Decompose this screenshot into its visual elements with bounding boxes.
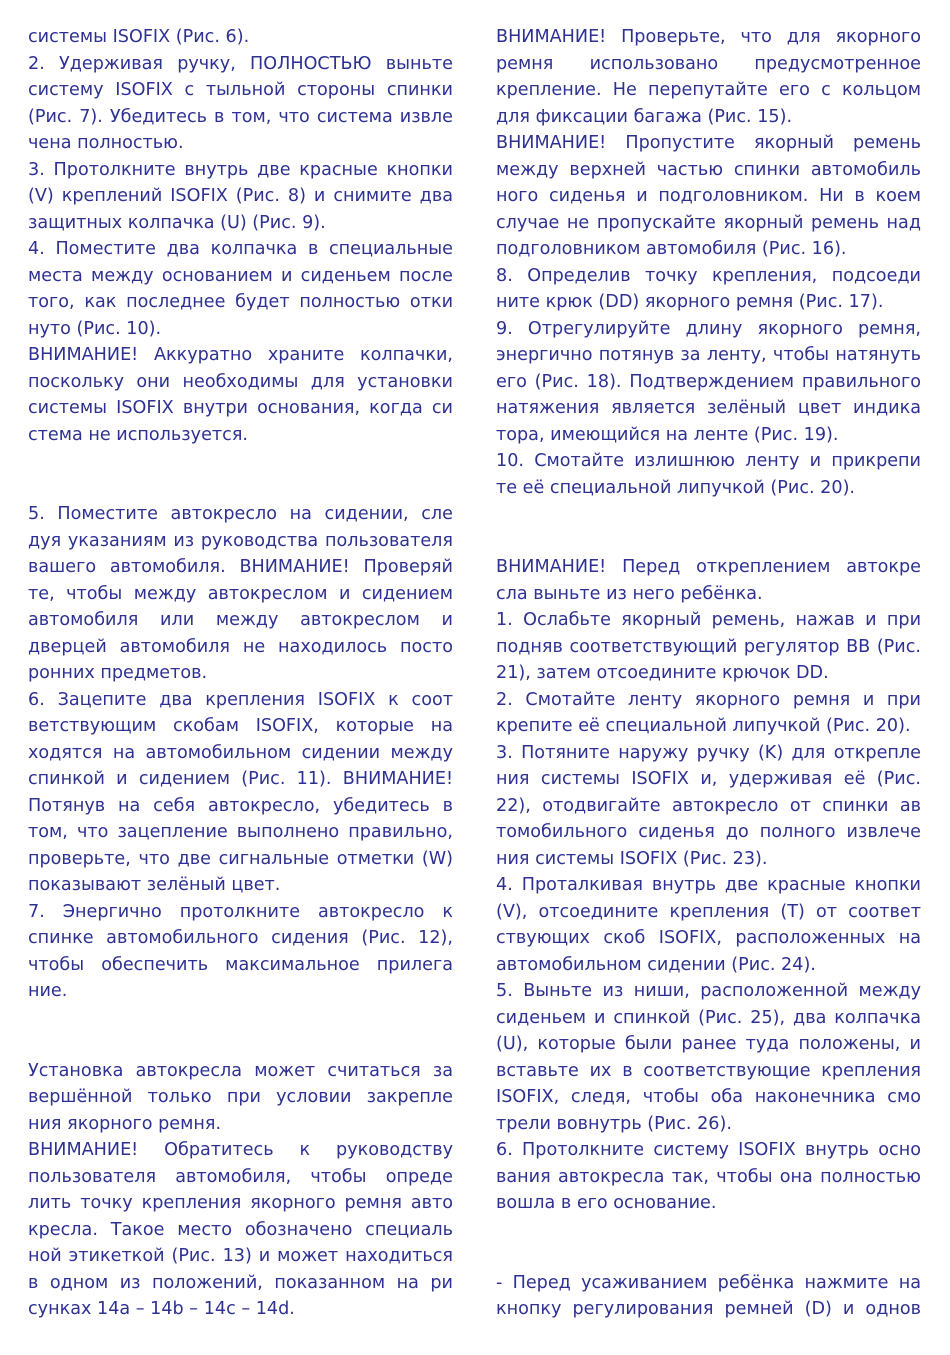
right-column-line: те её специальной липучкой (Рис. 20).: [496, 477, 856, 498]
right-column-line: автомобильном сидении (Рис. 24).: [496, 954, 816, 975]
right-column-line: ремня использовано предусмотренное: [496, 53, 921, 74]
left-column-line: те, чтобы между автокреслом и сидением: [28, 583, 453, 604]
left-column-line: Установка автокресла может считаться за: [28, 1060, 453, 1081]
right-column-line: 3. Потяните наружу ручку (K) для открепле: [496, 742, 921, 763]
right-column-line: ния системы ISOFIX (Рис. 23).: [496, 848, 768, 869]
left-column-line: дверцей автомобиля не находилось посто: [28, 636, 453, 657]
right-column-line: ните крюк (DD) якорного ремня (Рис. 17).: [496, 292, 884, 312]
section-gap: [496, 1217, 921, 1270]
section-gap: [496, 501, 921, 554]
right-column-line: ния системы ISOFIX и, удерживая её (Рис.: [496, 769, 921, 789]
left-column-line: спинке автомобильного сидения (Рис. 12),: [28, 928, 453, 948]
right-column-line: - Перед усаживанием ребёнка нажмите на: [496, 1272, 921, 1293]
left-column-line: ветствующим скобам ISOFIX, которые на: [28, 716, 453, 736]
left-column-line: 2. Удерживая ручку, ПОЛНОСТЬЮ выньте: [28, 53, 453, 74]
left-column-line: (V) креплений ISOFIX (Рис. 8) и снимите два: [28, 186, 453, 206]
left-column-line: лить точку крепления якорного ремня авто: [28, 1193, 453, 1213]
left-column-line: ВНИМАНИЕ! Аккуратно храните колпачки,: [28, 345, 453, 365]
right-column-line: 8. Определив точку крепления, подсоеди: [496, 265, 921, 286]
right-column-line: сла выньте из него ребёнка.: [496, 583, 763, 604]
right-column-line: крепление. Не перепутайте его с кольцом: [496, 80, 921, 100]
left-column-line: (Рис. 7). Убедитесь в том, что система извле: [28, 106, 453, 127]
section-gap: [28, 1005, 453, 1058]
left-column-line: ронних предметов.: [28, 663, 208, 683]
left-column-line: 7. Энергично протолкните автокресло к: [28, 901, 453, 922]
left-column-line: кресла. Такое место обозначено специаль: [28, 1219, 453, 1240]
right-column-line: ISOFIX, следя, чтобы оба наконечника смо: [496, 1087, 921, 1107]
left-column-line: 6. Зацепите два крепления ISOFIX к соот: [28, 689, 453, 710]
right-column-line: ВНИМАНИЕ! Пропустите якорный ремень: [496, 133, 921, 153]
right-column-line: 2. Смотайте ленту якорного ремня и при: [496, 689, 921, 710]
right-column-line: ВНИМАНИЕ! Проверьте, что для якорного: [496, 27, 921, 47]
left-column-line: проверьте, что две сигнальные отметки (W): [28, 848, 453, 869]
right-column-line: ного сиденья и подголовником. Ни в коем: [496, 186, 921, 206]
right-column-line: подголовником автомобиля (Рис. 16).: [496, 239, 847, 259]
left-column-line: нуто (Рис. 10).: [28, 318, 162, 339]
right-column-line: 22), отодвигайте автокресло от спинки ав: [496, 795, 921, 816]
right-column-line: 6. Протолкните систему ISOFIX внутрь осно: [496, 1140, 921, 1160]
left-column-line: места между основанием и сиденьем после: [28, 265, 453, 286]
right-column-line: ВНИМАНИЕ! Перед откреплением автокре: [496, 557, 921, 577]
left-column-line: чена полностью.: [28, 133, 184, 153]
right-column-line: 21), затем отсоедините крючок DD.: [496, 663, 829, 683]
right-column-line: подняв соответствующий регулятор BB (Рис.: [496, 636, 921, 657]
left-column-line: 3. Протолкните внутрь две красные кнопки: [28, 159, 453, 180]
right-column-line: для фиксации багажа (Рис. 15).: [496, 106, 793, 127]
left-section-anchor-strap: [28, 1058, 453, 1323]
right-column-line: вошла в его основание.: [496, 1193, 717, 1213]
section-gap: [28, 448, 453, 501]
left-column-line: 5. Поместите автокресло на сидении, сле: [28, 504, 453, 524]
right-column-line: натяжения является зелёный цвет индика: [496, 398, 921, 418]
right-column-line: ствующих скоб ISOFIX, расположенных на: [496, 928, 921, 948]
right-column-line: крепите её специальной липучкой (Рис. 20).: [496, 716, 911, 736]
left-column-line: систему ISOFIX с тыльной стороны спинки: [28, 80, 453, 100]
left-column-line: пользователя автомобиля, чтобы опреде: [28, 1166, 453, 1187]
right-column-line: (V), отсоедините крепления (T) от соответ: [496, 901, 921, 922]
left-column-line: 4. Поместите два колпачка в специальные: [28, 239, 453, 259]
left-column-line: ние.: [28, 981, 68, 1001]
left-section-seat-placement: [28, 501, 453, 1005]
right-column-line: сиденьем и спинкой (Рис. 25), два колпачка: [496, 1007, 921, 1028]
left-column-line: дуя указаниям из руководства пользователя: [28, 530, 453, 551]
left-column-line: спинкой и сидением (Рис. 11). ВНИМАНИЕ!: [28, 769, 453, 789]
right-column: [496, 24, 921, 1323]
left-column-line: ВНИМАНИЕ! Обратитесь к руководству: [28, 1140, 453, 1160]
left-column-line: поскольку они необходимы для установки: [28, 371, 453, 392]
right-column-line: 9. Отрегулируйте длину якорного ремня,: [496, 318, 921, 339]
left-column-line: защитных колпачка (U) (Рис. 9).: [28, 212, 326, 233]
right-column-line: его (Рис. 18). Подтверждением правильного: [496, 371, 921, 392]
left-column-line: ния якорного ремня.: [28, 1113, 222, 1134]
right-section-anchor-strap-warnings: [496, 24, 921, 501]
right-section-child-seating: [496, 1270, 921, 1323]
left-column-line: том, что зацепление выполнено правильно,: [28, 822, 453, 842]
left-column-line: чтобы обеспечить максимальное прилега: [28, 954, 453, 975]
left-column-line: вершённой только при условии закрепле: [28, 1087, 453, 1107]
left-column: [28, 24, 453, 1323]
left-column-line: сунках 14a – 14b – 14c – 14d.: [28, 1299, 295, 1319]
left-column-line: Потянув на себя автокресло, убедитесь в: [28, 795, 453, 816]
right-column-line: 4. Проталкивая внутрь две красные кнопки: [496, 875, 921, 895]
right-column-line: трели вовнутрь (Рис. 26).: [496, 1113, 732, 1134]
right-column-line: энергично потянув за ленту, чтобы натянуть: [496, 345, 921, 365]
right-column-line: случае не пропускайте якорный ремень над: [496, 212, 921, 233]
right-column-line: 10. Смотайте излишнюю ленту и прикрепи: [496, 451, 921, 471]
right-column-line: 1. Ослабьте якорный ремень, нажав и при: [496, 610, 921, 630]
left-column-line: того, как последнее будет полностью отки: [28, 292, 453, 312]
right-column-line: между верхней частью спинки автомобиль: [496, 159, 921, 180]
right-section-removal: [496, 554, 921, 1217]
right-column-line: кнопку регулирования ремней (D) и однов: [496, 1299, 921, 1319]
right-column-line: вставьте их в соответствующие крепления: [496, 1060, 921, 1081]
left-column-line: ной этикеткой (Рис. 13) и может находиться: [28, 1246, 453, 1266]
right-column-line: тора, имеющийся на ленте (Рис. 19).: [496, 424, 839, 445]
right-column-line: томобильного сиденья до полного извлече: [496, 822, 921, 842]
left-column-line: ходятся на автомобильном сидении между: [28, 742, 453, 763]
left-column-line: системы ISOFIX (Рис. 6).: [28, 27, 250, 47]
left-section-isofix-extraction: [28, 24, 453, 448]
right-column-line: 5. Выньте из ниши, расположенной между: [496, 981, 921, 1001]
left-column-line: стема не используется.: [28, 424, 248, 445]
left-column-line: автомобиля или между автокреслом и: [28, 610, 453, 630]
left-column-line: показывают зелёный цвет.: [28, 875, 281, 895]
right-column-line: (U), которые были ранее туда положены, и: [496, 1034, 921, 1054]
left-column-line: системы ISOFIX внутри основания, когда си: [28, 398, 453, 418]
right-column-line: вания автокресла так, чтобы она полностью: [496, 1166, 921, 1187]
left-column-line: вашего автомобиля. ВНИМАНИЕ! Проверяй: [28, 557, 453, 577]
left-column-line: в одном из положений, показанном на ри: [28, 1272, 453, 1293]
